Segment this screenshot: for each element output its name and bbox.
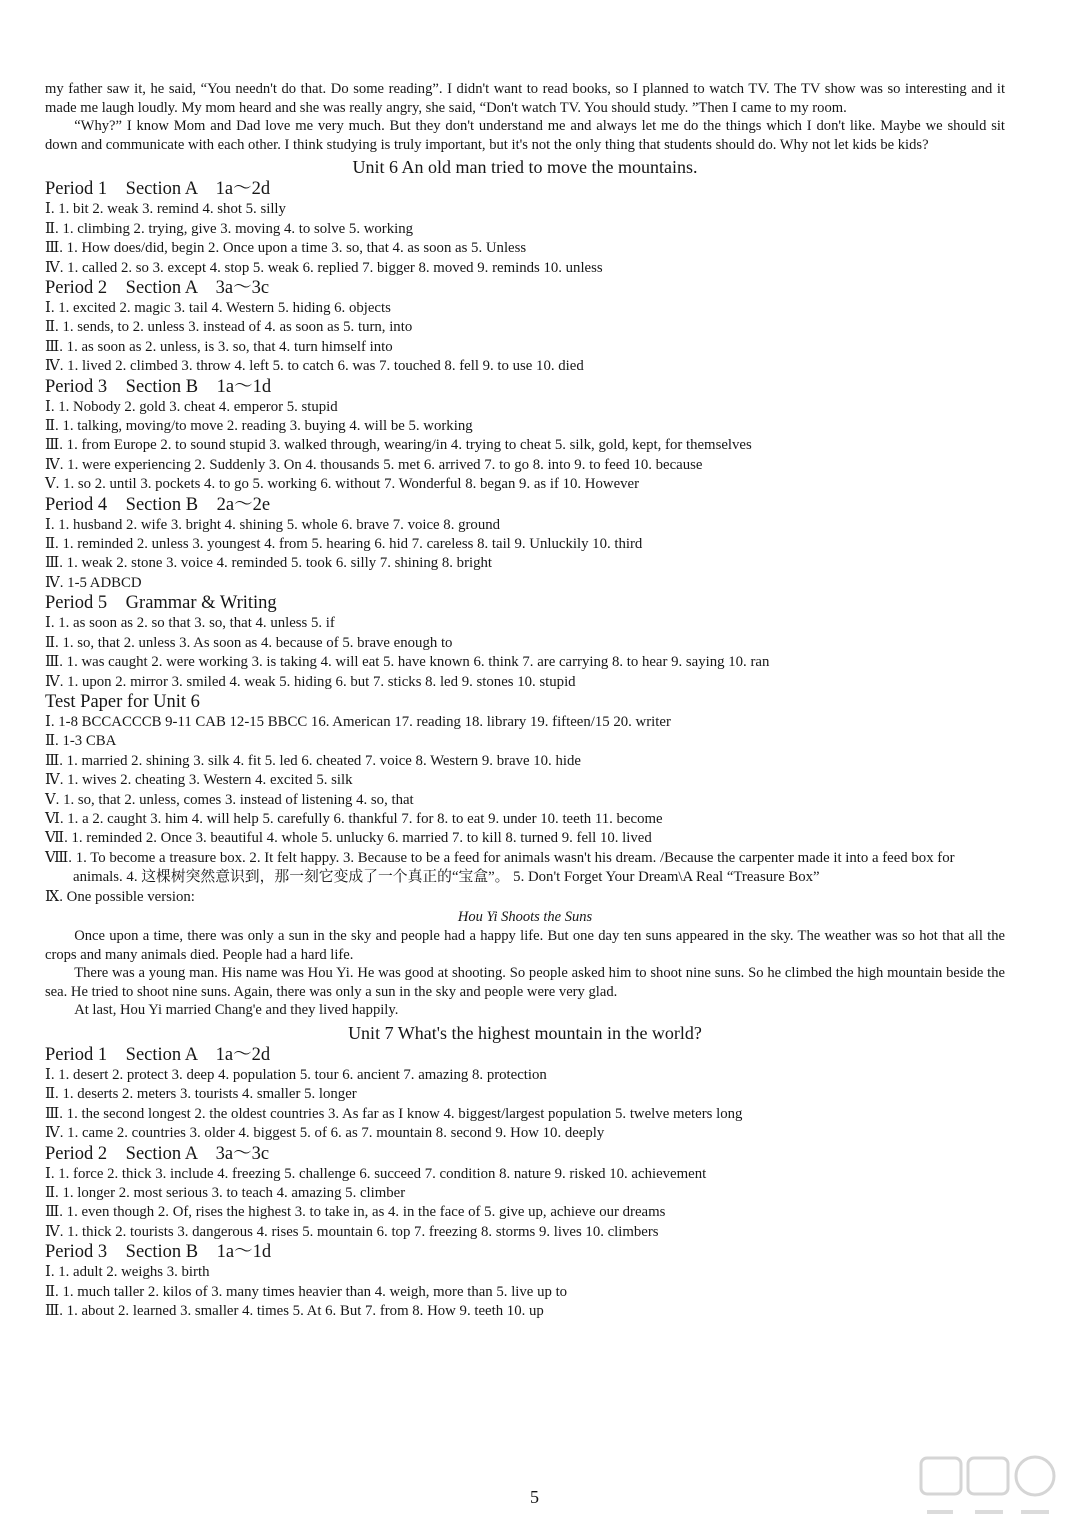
period-heading: Period 3 Section B 1a～1d [45, 1242, 272, 1263]
answer-line: Ⅰ. 1. force 2. thick 3. include 4. freezing 5. challenge 6. succeed 7. condition 8. nature 9. risked 10. achievement [45, 1165, 707, 1182]
answer-line: Ⅲ. 1. the second longest 2. the oldest countries 3. As far as I know 4. biggest/largest population 5. twelve meters long [45, 1105, 743, 1122]
answer-line: Ⅱ. 1. talking, moving/to move 2. reading 3. buying 4. will be 5. working [45, 418, 473, 435]
answer-line: Ⅲ. 1. about 2. learned 3. smaller 4. times 5. At 6. But 7. from 8. How 9. teeth 10. up [45, 1303, 544, 1319]
essay-paragraph: At last, Hou Yi married Chang'e and they lived happily. [74, 1002, 399, 1019]
answer-line: Ⅱ. 1. reminded 2. unless 3. youngest 4. from 5. hearing 6. hid 7. careless 8. tail 9. Unluckily 10. third [45, 536, 643, 553]
essay [45, 908, 1005, 1020]
answer-line: Ⅲ. 1. was caught 2. were working 3. is taking 4. will eat 5. have known 6. think 7. are carrying 8. to hear 9. saying 10. ran [45, 654, 770, 671]
essay-paragraph: Once upon a time, there was only a sun in the sky and people had a happy life. But one day ten suns appeared in the sky. The weather was so hot that all the crops and many animals died. People had a hard life. [45, 927, 1005, 963]
period-heading: Period 2 Section A 3a～3c [45, 1143, 270, 1164]
answer-line: Ⅱ. 1. deserts 2. meters 3. tourists 4. smaller 5. longer [45, 1086, 357, 1103]
essay-paragraph: There was a young man. His name was Hou Yi. He was good at shooting. So people asked him to shoot nine suns. So he climbed the high mountain beside the sea. He tried to shoot nine suns. Again, there was only a sun in the sky and people were very glad. [45, 965, 1005, 1000]
answer-line: Ⅲ. 1. married 2. shining 3. silk 4. fit 5. led 6. cheated 7. voice 8. Western 9. brave 10. hide [45, 752, 581, 769]
answer-line: Ⅴ. 1. so, that 2. unless, comes 3. instead of listening 4. so, that [45, 791, 414, 808]
watermark-logo [913, 1452, 1063, 1532]
answer-line: Ⅳ. 1. upon 2. mirror 3. smiled 4. weak 5. hiding 6. but 7. sticks 8. led 9. stones 10. stupid [45, 673, 576, 690]
period-heading: Test Paper for Unit 6 [45, 691, 200, 712]
answer-line: Ⅴ. 1. so 2. until 3. pockets 4. to go 5. working 6. without 7. Wonderful 8. began 9. as if 10. However [45, 476, 640, 493]
answer-line: Ⅰ. 1-8 BCCACCCB 9-11 CAB 12-15 BBCC 16. American 17. reading 18. library 19. fifteen/15 20. writer [45, 713, 671, 730]
story-paragraph: “Why?” I know Mom and Dad love me very much. But they don't understand me and always let me do the things which I don't like. Maybe we should sit down and communicate with each other. I think studying is truly important, but it's not the only thing that students should do. Why not let kids be kids? [45, 118, 1005, 153]
period-heading: Period 5 Grammar & Writing [45, 593, 277, 614]
period-heading: Period 4 Section B 2a～2e [45, 494, 271, 515]
unit-6-section [45, 156, 1005, 1020]
answer-line: Ⅳ. 1. called 2. so 3. except 4. stop 5. weak 6. replied 7. bigger 8. moved 9. reminds 10. unless [45, 259, 603, 276]
essay-title: Hou Yi Shoots the Suns [457, 908, 593, 925]
answer-line: Ⅰ. 1. desert 2. protect 3. deep 4. population 5. tour 6. ancient 7. amazing 8. protection [45, 1066, 547, 1083]
answer-line: Ⅲ. 1. How does/did, begin 2. Once upon a time 3. so, that 4. as soon as 5. Unless [45, 240, 527, 257]
answer-line: Ⅲ. 1. weak 2. stone 3. voice 4. reminded 5. took 6. silly 7. shining 8. bright [45, 555, 493, 572]
period-heading: Period 3 Section B 1a～1d [45, 376, 272, 397]
answer-line: Ⅰ. 1. excited 2. magic 3. tail 4. Western 5. hiding 6. objects [45, 300, 391, 316]
page-number: 5 [530, 1487, 539, 1507]
answer-line: Ⅱ. 1. longer 2. most serious 3. to teach 4. amazing 5. climber [45, 1184, 406, 1201]
answer-line: Ⅱ. 1. sends, to 2. unless 3. instead of 4. as soon as 5. turn, into [45, 319, 413, 336]
unit-title: Unit 7 What's the highest mountain in the world? [348, 1022, 702, 1043]
answer-line: Ⅳ. 1-5 ADBCD [45, 574, 142, 591]
answer-line: Ⅰ. 1. husband 2. wife 3. bright 4. shining 5. whole 6. brave 7. voice 8. ground [45, 516, 501, 533]
answer-line: Ⅱ. 1. much taller 2. kilos of 3. many times heavier than 4. weigh, more than 5. live up to [45, 1283, 568, 1300]
answer-line: Ⅸ. One possible version: [45, 888, 195, 905]
answer-line: Ⅰ. 1. Nobody 2. gold 3. cheat 4. emperor 5. stupid [45, 398, 338, 415]
answer-line: Ⅵ. 1. a 2. caught 3. him 4. will help 5. carefully 6. thankful 7. for 8. to eat 9. under 10. teeth 11. become [45, 810, 663, 827]
unit-6-periods [45, 179, 1005, 907]
answer-line: Ⅷ. 1. To become a treasure box. 2. It felt happy. 3. Because to be a feed for animals wasn't his dream. /Because the carpenter made it into a feed box for animals. 4. 这棵树突然意识到，那一刻它变成了一个真正的“宝盒”。 5. Don't Forget Your Dream\A Real “Treasure Box” [45, 849, 955, 886]
answer-line: Ⅳ. 1. wives 2. cheating 3. Western 4. excited 5. silk [45, 772, 353, 789]
answer-page [45, 80, 1005, 1321]
unit-7-section [45, 1022, 1005, 1321]
answer-line: Ⅱ. 1. so, that 2. unless 3. As soon as 4. because of 5. brave enough to [45, 634, 453, 651]
answer-line: Ⅲ. 1. even though 2. Of, rises the highest 3. to take in, as 4. in the face of 5. give up, achieve our dreams [45, 1204, 666, 1221]
answer-line: Ⅱ. 1-3 CBA [45, 733, 117, 750]
period-heading: Period 1 Section A 1a～2d [45, 1044, 271, 1065]
answer-line: Ⅰ. 1. as soon as 2. so that 3. so, that 4. unless 5. if [45, 615, 335, 632]
answer-line: Ⅰ. 1. adult 2. weighs 3. birth [45, 1264, 210, 1281]
story-paragraph: my father saw it, he said, “You needn't do that. Do some reading”. I didn't want to read books, so I planned to watch TV. The TV show was so interesting and it made me laugh loudly. My mom heard and she was really angry, she said, “Don't watch TV. You should study. ”Then I came to my room. [45, 81, 1005, 116]
unit-title: Unit 6 An old man tried to move the mountains. [352, 157, 698, 178]
period-heading: Period 1 Section A 1a～2d [45, 179, 271, 200]
answer-line: Ⅶ. 1. reminded 2. Once 3. beautiful 4. whole 5. unlucky 6. married 7. to kill 8. turned 9. fell 10. lived [45, 830, 652, 847]
answer-line: Ⅳ. 1. lived 2. climbed 3. throw 4. left 5. to catch 6. was 7. touched 8. fell 9. to use 10. died [45, 358, 584, 375]
answer-line: Ⅳ. 1. thick 2. tourists 3. dangerous 4. rises 5. mountain 6. top 7. freezing 8. storms 9. lives 10. climbers [45, 1223, 659, 1240]
answer-line: Ⅰ. 1. bit 2. weak 3. remind 4. shot 5. silly [45, 201, 286, 218]
answer-line: Ⅲ. 1. from Europe 2. to sound stupid 3. walked through, wearing/in 4. trying to cheat 5. silk, gold, kept, for themselves [45, 437, 752, 454]
unit-7-periods [45, 1045, 1005, 1321]
period-heading: Period 2 Section A 3a～3c [45, 278, 270, 298]
answer-line: Ⅳ. 1. were experiencing 2. Suddenly 3. On 4. thousands 5. met 6. arrived 7. to go 8. into 9. to feed 10. because [45, 456, 703, 473]
answer-line: Ⅳ. 1. came 2. countries 3. older 4. biggest 5. of 6. as 7. mountain 8. second 9. How 10. deeply [45, 1125, 605, 1142]
answer-line: Ⅲ. 1. as soon as 2. unless, is 3. so, that 4. turn himself into [45, 338, 393, 355]
answer-line: Ⅱ. 1. climbing 2. trying, give 3. moving 4. to solve 5. working [45, 220, 414, 237]
